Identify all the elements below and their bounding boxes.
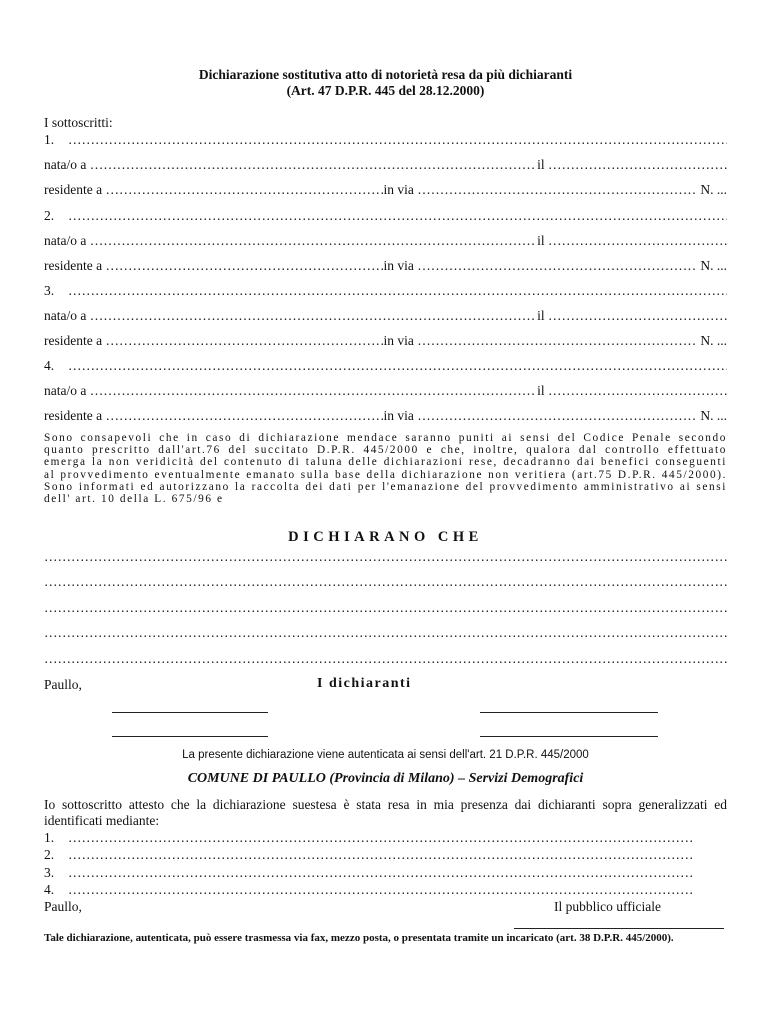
document-subtitle: (Art. 47 D.P.R. 445 del 28.12.2000) (286, 83, 485, 98)
date-label: il (537, 308, 545, 323)
declarant-name-line[interactable] (44, 357, 727, 374)
intro-label: I sottoscritti: (44, 115, 113, 130)
born-label: nata/o a (44, 157, 87, 172)
signature-line[interactable] (480, 736, 658, 737)
place-label: Paullo, (44, 677, 82, 692)
street-label: in via (383, 258, 414, 273)
residence-line[interactable] (44, 181, 727, 198)
id-document-line[interactable] (44, 829, 694, 846)
awareness-text: Sono consapevoli che in caso di dichiarazione mendace saranno puniti ai sensi del Codice Penale secondo quanto prescritto dall'art.76 del succitato D.P.R. 445/2000 e che, inoltre, qualora dal controllo effettuato emerga la non veridicità del contenuto di taluna delle dichiarazioni rese, decadranno dai benefici conseguenti al provvedimento eventualmente emanato sulla base della dichiarazione non veritiera (art.75 D.P.R. 445/2000). Sono informati ed autorizzano la raccolta dei dati per l'emanazione del provvedimento amministrativo ai sensi dell' art. 10 della L. 675/96 e (44, 432, 727, 506)
signature-line[interactable] (480, 712, 658, 713)
declarant-number: 1. (44, 132, 55, 147)
declarant-number: 3. (44, 283, 55, 298)
residence-line[interactable] (44, 407, 727, 424)
date-label: il (537, 233, 545, 248)
born-label: nata/o a (44, 233, 87, 248)
declaration-line[interactable] (44, 624, 727, 641)
declaration-line[interactable] (44, 650, 727, 667)
born-label: nata/o a (44, 308, 87, 323)
signers-label: I dichiaranti (317, 676, 412, 691)
residence-line[interactable] (44, 257, 727, 274)
date-label: il (537, 383, 545, 398)
attestation-text: Io sottoscritto attesto che la dichiarazione suestesa è stata resa in mia presenza dai dichiaranti sopra generalizzati ed identificati mediante: (44, 797, 727, 828)
declarant-number: 4. (44, 358, 55, 373)
declare-heading: DICHIARANO CHE (288, 529, 483, 545)
id-number: 2. (44, 847, 55, 862)
birth-line[interactable] (44, 156, 727, 173)
place-label-2: Paullo, (44, 899, 82, 914)
id-document-line[interactable] (44, 846, 694, 863)
document-title: Dichiarazione sostitutiva atto di notorietà resa da più dichiaranti (198, 67, 573, 82)
declarant-name-line[interactable] (44, 131, 727, 148)
birth-line[interactable] (44, 382, 727, 399)
signature-line[interactable] (112, 712, 268, 713)
declaration-line[interactable] (44, 599, 727, 616)
id-number: 3. (44, 865, 55, 880)
number-label: N. ... (700, 408, 727, 423)
born-label: nata/o a (44, 383, 87, 398)
authentication-note: La presente dichiarazione viene autenticata ai sensi dell'art. 21 D.P.R. 445/2000 (182, 749, 589, 761)
street-label: in via (383, 333, 414, 348)
birth-line[interactable] (44, 307, 727, 324)
street-label: in via (383, 182, 414, 197)
residence-line[interactable] (44, 332, 727, 349)
id-number: 1. (44, 830, 55, 845)
declarant-number: 2. (44, 208, 55, 223)
number-label: N. ... (700, 258, 727, 273)
street-label: in via (383, 408, 414, 423)
office-heading: COMUNE DI PAULLO (Provincia di Milano) – Servizi Demografici (187, 771, 584, 786)
number-label: N. ... (700, 333, 727, 348)
date-label: il (537, 157, 545, 172)
id-document-line[interactable] (44, 864, 694, 881)
declaration-line[interactable] (44, 573, 727, 590)
declarant-name-line[interactable] (44, 282, 727, 299)
resident-label: residente a (44, 408, 103, 423)
id-document-line[interactable] (44, 881, 694, 898)
resident-label: residente a (44, 258, 103, 273)
resident-label: residente a (44, 182, 103, 197)
resident-label: residente a (44, 333, 103, 348)
number-label: N. ... (700, 182, 727, 197)
official-label: Il pubblico ufficiale (554, 899, 661, 914)
birth-line[interactable] (44, 232, 727, 249)
official-signature-line[interactable] (514, 928, 724, 929)
declaration-line[interactable] (44, 548, 727, 565)
footer-note: Tale dichiarazione, autenticata, può essere trasmessa via fax, mezzo posta, o presentata tramite un incaricato (art. 38 D.P.R. 445/2000). (44, 932, 674, 944)
id-number: 4. (44, 882, 55, 897)
signature-line[interactable] (112, 736, 268, 737)
declarant-name-line[interactable] (44, 207, 727, 224)
